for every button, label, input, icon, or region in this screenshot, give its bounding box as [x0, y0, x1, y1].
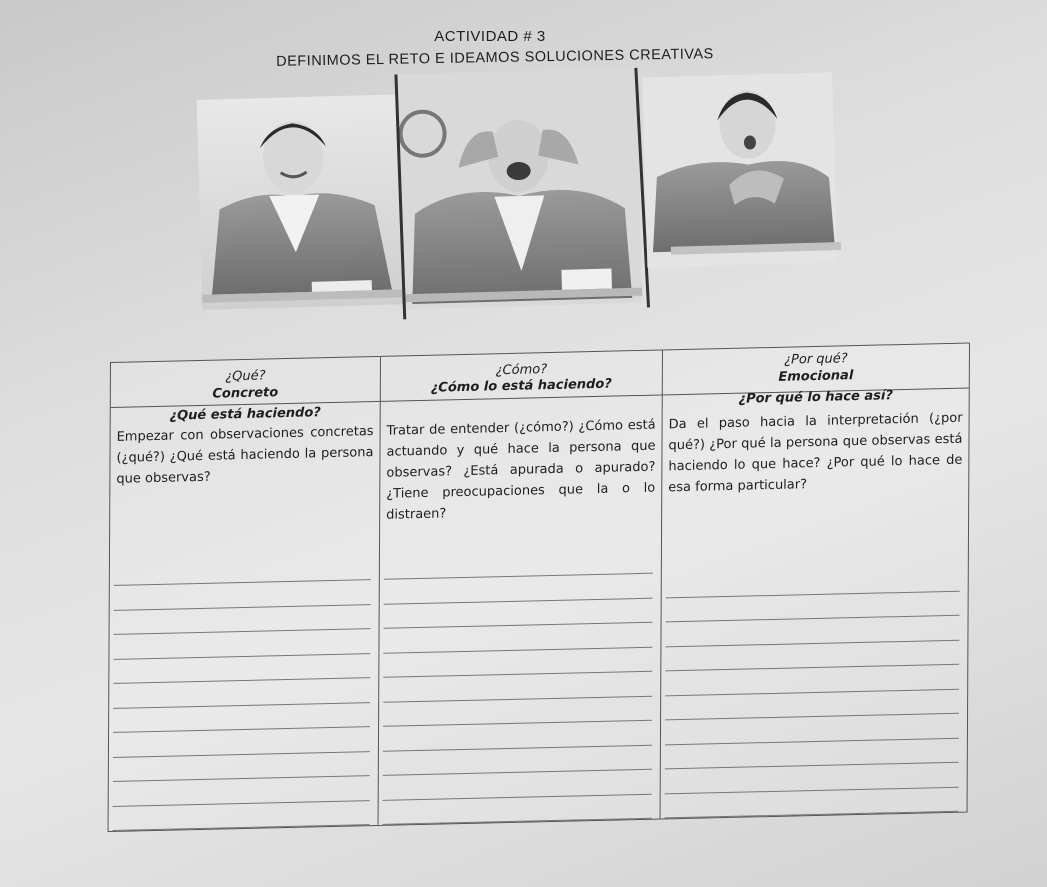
col-prompt: ¿Qué está haciendo?	[169, 405, 321, 424]
photo-strip	[196, 62, 853, 335]
col-type: Concreto	[212, 385, 279, 402]
observation-table	[108, 342, 970, 832]
col-question: ¿Por qué?	[784, 351, 848, 368]
column-que	[109, 357, 381, 831]
col-body: Empezar con observaciones concretas (¿qué?) ¿Qué está haciendo la persona que observas?	[116, 424, 374, 487]
col-body: Da el paso hacia la interpretación (¿por qué?) ¿Por qué la persona que observas está haciendo lo que hace? ¿Por qué lo hace de esa forma particular?	[668, 410, 963, 496]
col-prompt: ¿Por qué lo hace así?	[738, 388, 893, 407]
column-porque	[661, 344, 969, 819]
woman-surprised-figure	[642, 72, 841, 267]
answer-lines[interactable]	[113, 556, 371, 831]
activity-subtitle: DEFINIMOS EL RETO E IDEAMOS SOLUCIONES CREATIVAS	[276, 46, 714, 70]
col-type: Emocional	[778, 368, 854, 385]
answer-lines[interactable]	[665, 567, 960, 819]
answer-lines[interactable]	[383, 549, 653, 825]
col-question: ¿Qué?	[225, 368, 266, 385]
col-body: Tratar de entender (¿cómo?) ¿Cómo está actuando y qué hace la persona que observas? ¿Está apurada o apurado? ¿Tiene preocupaciones que la o lo distraen?	[386, 417, 656, 523]
man-stressed-figure	[396, 68, 642, 310]
column-como	[379, 350, 663, 824]
activity-title: ACTIVIDAD # 3	[434, 28, 546, 45]
woman-smiling-figure	[197, 94, 403, 310]
col-prompt: ¿Cómo lo está haciendo?	[430, 376, 612, 396]
col-question: ¿Cómo?	[495, 362, 548, 379]
